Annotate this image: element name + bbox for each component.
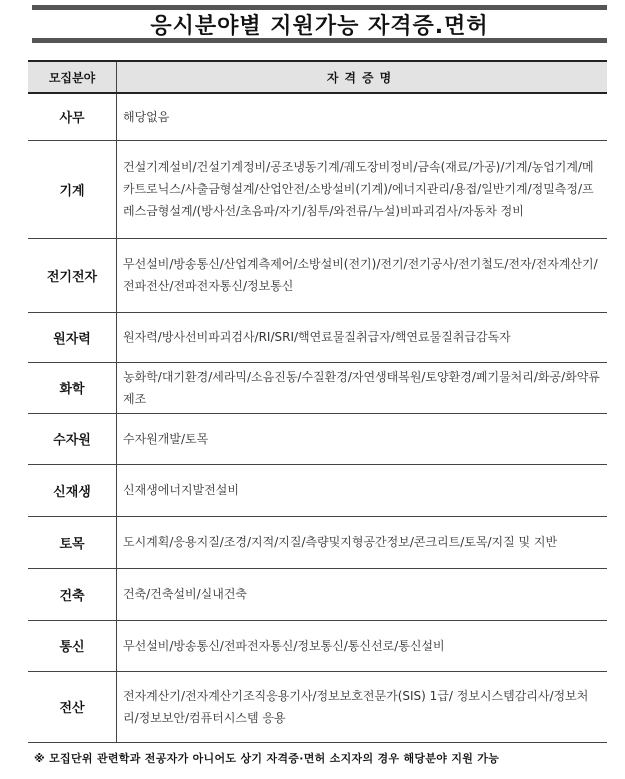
page-title: 응시분야별 지원가능 자격증.면허: [150, 13, 489, 39]
row-certs: 해당없음: [117, 93, 608, 140]
table-row: [28, 568, 607, 620]
row-field: 토목: [28, 516, 117, 568]
table-row: [28, 671, 607, 742]
row-certs: 건축/건축설비/실내건축: [117, 568, 608, 620]
row-field: 전산: [28, 671, 117, 742]
row-certs: 신재생에너지발전설비: [117, 464, 608, 516]
header-certs: 자격증명: [117, 61, 608, 93]
table-row: [28, 140, 607, 238]
table-header-row: [28, 61, 607, 93]
header-field: 모집분야: [28, 61, 117, 93]
row-certs: 원자력/방사선비파괴검사/RI/SRI/핵연료물질취급자/핵연료물질취급감독자: [117, 312, 608, 362]
row-certs: 수자원개발/토목: [117, 413, 608, 464]
table-row: [28, 312, 607, 362]
row-field: 원자력: [28, 312, 117, 362]
table-row: [28, 362, 607, 413]
row-certs: 건설기계설비/건설기계정비/공조냉동기계/궤도장비정비/금속(재료/가공)/기계/농업기계/메카트로닉스/사출금형설계/산업안전/소방설비(기계)/에너지관리/용접/일반기계/정밀측정/프레스금형설계/(방사선/초음파/자기/침투/와전류/누설)비파괴검사/자동차 정비: [117, 140, 608, 238]
row-certs: 도시계획/응용지질/조경/지적/지질/측량및지형공간정보/콘크리트/토목/지질 및 지반: [117, 516, 608, 568]
table-row: [28, 620, 607, 671]
row-certs: 전자계산기/전자계산기조직응용기사/정보보호전문가(SIS) 1급/ 정보시스템감리사/정보처리/정보보안/컴퓨터시스템 응용: [117, 671, 608, 742]
page-title-bar: [32, 5, 607, 43]
row-field: 건축: [28, 568, 117, 620]
row-field: 수자원: [28, 413, 117, 464]
row-field: 기계: [28, 140, 117, 238]
table-row: [28, 238, 607, 312]
row-field: 화학: [28, 362, 117, 413]
certificate-table: [28, 60, 607, 743]
row-field: 신재생: [28, 464, 117, 516]
table-row: [28, 516, 607, 568]
table-row: [28, 93, 607, 140]
row-field: 사무: [28, 93, 117, 140]
row-certs: 농화학/대기환경/세라믹/소음진동/수질환경/자연생태복원/토양환경/폐기물처리/화공/화약류제조: [117, 362, 608, 413]
row-field: 전기전자: [28, 238, 117, 312]
table-row: [28, 464, 607, 516]
table-row: [28, 413, 607, 464]
row-field: 통신: [28, 620, 117, 671]
row-certs: 무선설비/방송통신/산업계측제어/소방설비(전기)/전기/전기공사/전기철도/전자/전자계산기/전파전산/전파전자통신/정보통신: [117, 238, 608, 312]
footnote: ※ 모집단위 관련학과 전공자가 아니어도 상기 자격증·면허 소지자의 경우 해당분야 지원 가능: [34, 752, 500, 765]
row-certs: 무선설비/방송통신/전파전자통신/정보통신/통신선로/통신설비: [117, 620, 608, 671]
